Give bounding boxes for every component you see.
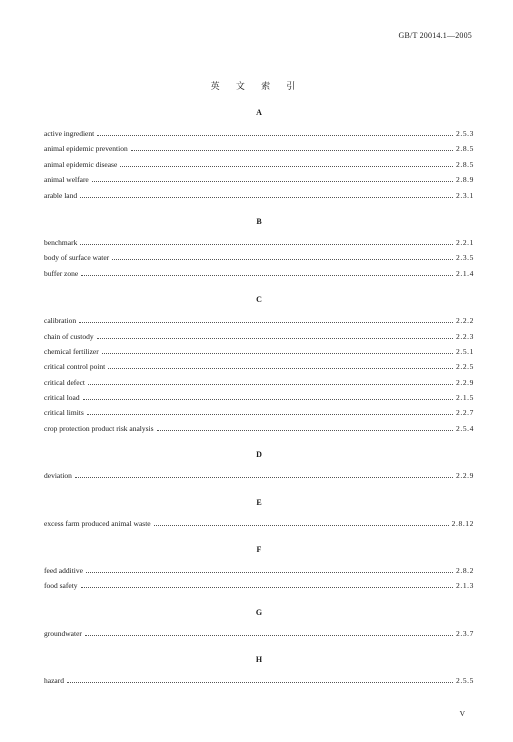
entry-term: buffer zone (44, 268, 79, 278)
section-letter: H (255, 655, 263, 665)
dot-leader (85, 635, 453, 636)
dot-leader (81, 275, 453, 276)
index-entry (44, 188, 474, 203)
dot-leader (102, 353, 453, 354)
section-letter: B (256, 216, 262, 226)
index-section-b (44, 215, 474, 281)
dot-leader (112, 259, 453, 260)
entry-term: food safety (44, 581, 78, 591)
dot-leader (88, 384, 453, 385)
entry-ref: 2.1.5 (456, 393, 474, 403)
section-gap (44, 594, 474, 606)
dot-leader (97, 338, 453, 339)
index-entry (44, 344, 474, 359)
section-letter: G (255, 607, 263, 617)
page-title: 英 文 索 引 (210, 81, 303, 91)
section-letter: F (256, 545, 262, 555)
index-section-c (44, 293, 474, 436)
index-section-h (44, 653, 474, 688)
entry-term: groundwater (44, 628, 82, 638)
entry-ref: 2.8.12 (451, 518, 474, 528)
index-entry (44, 235, 474, 250)
dot-leader (154, 525, 449, 526)
entry-term: animal epidemic disease (44, 159, 118, 169)
entry-term: hazard (44, 676, 64, 686)
entry-term: arable land (44, 190, 78, 200)
entry-ref: 2.2.5 (456, 362, 474, 372)
entry-term: critical defect (44, 377, 86, 387)
index-entry (44, 405, 474, 420)
entry-term: calibration (44, 316, 77, 326)
dot-leader (97, 135, 453, 136)
index-section-f (44, 543, 474, 594)
index-entry (44, 626, 474, 641)
entry-term: chain of custody (44, 331, 94, 341)
section-letter: A (256, 108, 262, 117)
index-entry (44, 141, 474, 156)
dot-leader (86, 572, 453, 573)
index-entry (44, 359, 474, 374)
entry-term: animal welfare (44, 175, 89, 185)
entry-term: active ingredient (44, 129, 95, 138)
index-section-d (44, 448, 474, 483)
entry-term: critical load (44, 393, 80, 403)
entry-ref: 2.5.5 (456, 676, 474, 686)
index-entry (44, 390, 474, 405)
index-entry (44, 421, 474, 436)
entry-ref: 2.2.1 (456, 237, 474, 247)
section-letter: C (256, 295, 262, 305)
section-letter: D (256, 450, 262, 460)
entry-term: benchmark (44, 237, 78, 247)
entry-ref: 2.1.3 (456, 581, 474, 591)
dot-leader (67, 682, 453, 683)
dot-leader (75, 477, 453, 478)
entry-ref: 2.5.3 (456, 129, 474, 138)
dot-leader (92, 181, 453, 182)
entry-ref: 2.8.2 (456, 566, 474, 576)
section-gap (44, 436, 474, 448)
section-gap (44, 203, 474, 215)
index-entry (44, 468, 474, 483)
index-section-a (44, 106, 474, 203)
dot-leader (83, 399, 453, 400)
index-entry (44, 250, 474, 265)
dot-leader (108, 368, 453, 369)
entry-ref: 2.3.7 (456, 628, 474, 638)
entry-ref: 2.3.1 (456, 190, 474, 200)
entry-term: chemical fertilizer (44, 346, 99, 356)
section-gap (44, 531, 474, 543)
entry-term: critical limits (44, 408, 84, 418)
dot-leader (79, 322, 453, 323)
section-letter: E (256, 497, 262, 507)
dot-leader (80, 197, 453, 198)
entry-term: animal epidemic prevention (44, 144, 128, 154)
entry-term: excess farm produced animal waste (44, 518, 151, 528)
dot-leader (87, 414, 453, 415)
entry-ref: 2.3.5 (456, 253, 474, 263)
entry-ref: 2.2.7 (456, 408, 474, 418)
entry-term: deviation (44, 471, 72, 481)
index-entry (44, 516, 474, 531)
index-entry (44, 313, 474, 328)
index-entry (44, 329, 474, 344)
dot-leader (131, 150, 453, 151)
entry-term: feed additive (44, 566, 83, 576)
index-entry (44, 578, 474, 593)
english-index (44, 106, 474, 689)
section-gap (44, 484, 474, 496)
dot-leader (120, 166, 453, 167)
index-entry (44, 266, 474, 281)
index-section-g (44, 606, 474, 641)
entry-term: crop protection product risk analysis (44, 423, 154, 433)
page-number: V (459, 709, 465, 718)
entry-ref: 2.2.2 (456, 316, 474, 326)
entry-ref: 2.2.9 (456, 471, 474, 481)
index-section-e (44, 496, 474, 531)
index-entry (44, 172, 474, 187)
entry-ref: 2.5.1 (456, 346, 474, 356)
standard-code-header: GB/T 20014.1—2005 (398, 31, 472, 40)
index-entry (44, 375, 474, 390)
entry-term: critical control point (44, 362, 106, 372)
entry-ref: 2.2.3 (456, 331, 474, 341)
index-entry (44, 126, 474, 141)
section-gap (44, 281, 474, 293)
entry-term: body of surface water (44, 253, 110, 263)
entry-ref: 2.8.5 (456, 159, 474, 169)
entry-ref: 2.1.4 (456, 268, 474, 278)
dot-leader (80, 244, 453, 245)
entry-ref: 2.5.4 (456, 423, 474, 433)
section-gap (44, 641, 474, 653)
dot-leader (157, 430, 453, 431)
dot-leader (81, 587, 453, 588)
entry-ref: 2.2.9 (456, 377, 474, 387)
entry-ref: 2.8.5 (456, 144, 474, 154)
index-entry (44, 563, 474, 578)
entry-ref: 2.8.9 (456, 175, 474, 185)
index-entry (44, 157, 474, 172)
index-entry (44, 673, 474, 688)
